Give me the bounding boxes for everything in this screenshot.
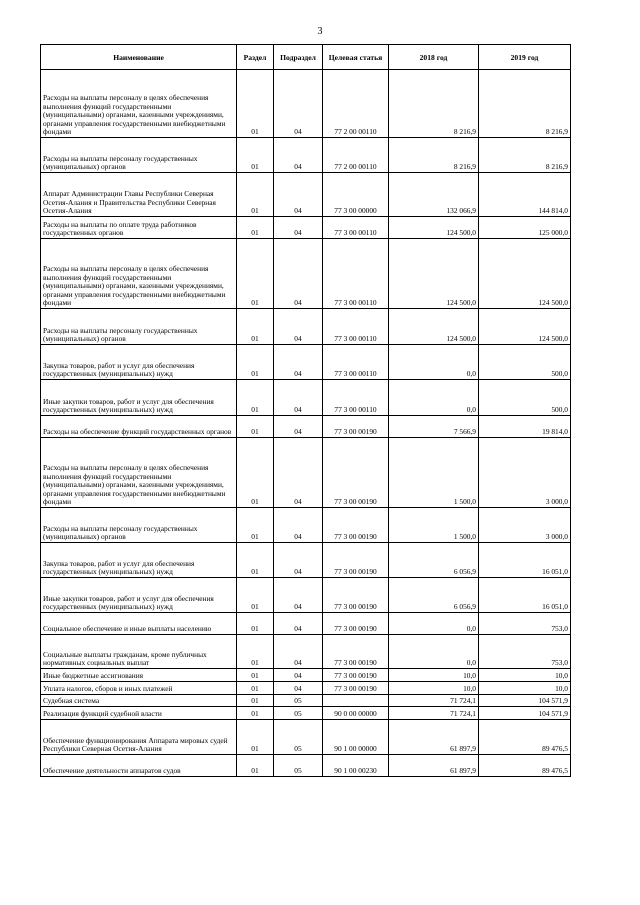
row-target: 77 2 00 00110 [323, 70, 389, 138]
row-2019-value: 124 500,0 [479, 309, 571, 345]
row-section: 01 [237, 380, 274, 416]
row-section: 01 [237, 345, 274, 380]
row-section: 01 [237, 682, 274, 695]
row-section: 01 [237, 138, 274, 173]
row-section: 01 [237, 720, 274, 755]
header-name: Наименование [41, 45, 237, 70]
table-row [41, 380, 571, 416]
table-row [41, 543, 571, 578]
row-subsection: 05 [274, 720, 323, 755]
table-row [41, 707, 571, 720]
row-2018-value: 124 500,0 [389, 217, 479, 239]
row-target: 90 0 00 00000 [323, 707, 389, 720]
header-subsection: Подраздел [274, 45, 323, 70]
row-subsection: 04 [274, 508, 323, 543]
row-target: 77 3 00 00190 [323, 613, 389, 635]
row-2018-value: 10,0 [389, 682, 479, 695]
row-section: 01 [237, 239, 274, 309]
row-target: 77 3 00 00110 [323, 380, 389, 416]
table-row [41, 635, 571, 669]
row-section: 01 [237, 635, 274, 669]
row-2019-value: 10,0 [479, 669, 571, 682]
row-target: 77 3 00 00190 [323, 578, 389, 613]
row-2018-value: 124 500,0 [389, 309, 479, 345]
row-name: Расходы на обеспечение функций государственных органов [41, 416, 237, 438]
table-row [41, 438, 571, 508]
row-target: 77 3 00 00190 [323, 543, 389, 578]
table-row [41, 755, 571, 777]
table-row [41, 217, 571, 239]
row-subsection: 04 [274, 543, 323, 578]
row-subsection: 04 [274, 309, 323, 345]
row-section: 01 [237, 508, 274, 543]
row-subsection: 05 [274, 695, 323, 707]
row-2019-value: 753,0 [479, 613, 571, 635]
row-section: 01 [237, 416, 274, 438]
row-2019-value: 8 216,9 [479, 70, 571, 138]
row-name: Закупка товаров, работ и услуг для обеспечения государственных (муниципальных) нужд [41, 543, 237, 578]
row-2018-value: 71 724,1 [389, 695, 479, 707]
row-target: 90 1 00 00230 [323, 755, 389, 777]
row-section: 01 [237, 173, 274, 217]
row-2019-value: 124 500,0 [479, 239, 571, 309]
row-name: Иные закупки товаров, работ и услуг для обеспечения государственных (муниципальных) нужд [41, 578, 237, 613]
table-header-row [41, 45, 571, 70]
row-2019-value: 16 051,0 [479, 578, 571, 613]
row-2018-value: 61 897,9 [389, 755, 479, 777]
row-2018-value: 61 897,9 [389, 720, 479, 755]
table-row [41, 578, 571, 613]
row-section: 01 [237, 578, 274, 613]
row-name: Социальное обеспечение и иные выплаты населению [41, 613, 237, 635]
row-target: 77 3 00 00110 [323, 217, 389, 239]
page-number: 3 [317, 26, 323, 37]
row-target: 77 3 00 00110 [323, 309, 389, 345]
row-2019-value: 753,0 [479, 635, 571, 669]
header-2018: 2018 год [389, 45, 479, 70]
row-2018-value: 8 216,9 [389, 70, 479, 138]
row-2019-value: 500,0 [479, 345, 571, 380]
row-2019-value: 104 571,9 [479, 707, 571, 720]
row-2019-value: 16 051,0 [479, 543, 571, 578]
row-section: 01 [237, 707, 274, 720]
row-2018-value: 1 500,0 [389, 508, 479, 543]
row-subsection: 04 [274, 138, 323, 173]
row-2019-value: 125 000,0 [479, 217, 571, 239]
row-subsection: 04 [274, 239, 323, 309]
row-name: Расходы на выплаты персоналу в целях обеспечения выполнения функций государственными (муниципальными) органами, казенными учреждениями, органами управления государственными внебюджетными фондами [41, 239, 237, 309]
row-section: 01 [237, 755, 274, 777]
table-row [41, 138, 571, 173]
row-2019-value: 89 476,5 [479, 720, 571, 755]
row-subsection: 04 [274, 682, 323, 695]
header-section: Раздел [237, 45, 274, 70]
row-2018-value: 71 724,1 [389, 707, 479, 720]
row-subsection: 04 [274, 669, 323, 682]
row-name: Иные закупки товаров, работ и услуг для обеспечения государственных (муниципальных) нужд [41, 380, 237, 416]
row-2018-value: 10,0 [389, 669, 479, 682]
row-2018-value: 1 500,0 [389, 438, 479, 508]
row-2018-value: 124 500,0 [389, 239, 479, 309]
row-name: Закупка товаров, работ и услуг для обеспечения государственных (муниципальных) нужд [41, 345, 237, 380]
table-row [41, 239, 571, 309]
row-2018-value: 132 066,9 [389, 173, 479, 217]
row-name: Обеспечение деятельности аппаратов судов [41, 755, 237, 777]
row-target: 77 3 00 00190 [323, 508, 389, 543]
table-row [41, 309, 571, 345]
row-name: Обеспечение функционирования Аппарата мировых судей Республики Северная Осетия-Алания [41, 720, 237, 755]
row-target: 77 3 00 00190 [323, 635, 389, 669]
table-row [41, 70, 571, 138]
row-name: Расходы на выплаты персоналу государственных (муниципальных) органов [41, 508, 237, 543]
row-2018-value: 7 566,9 [389, 416, 479, 438]
row-target: 77 3 00 00190 [323, 438, 389, 508]
row-subsection: 04 [274, 70, 323, 138]
row-section: 01 [237, 438, 274, 508]
row-2019-value: 8 216,9 [479, 138, 571, 173]
row-section: 01 [237, 70, 274, 138]
row-subsection: 04 [274, 438, 323, 508]
row-name: Социальные выплаты гражданам, кроме публичных нормативных социальных выплат [41, 635, 237, 669]
row-2018-value: 0,0 [389, 613, 479, 635]
table-row [41, 173, 571, 217]
row-target: 77 3 00 00110 [323, 345, 389, 380]
row-2019-value: 89 476,5 [479, 755, 571, 777]
row-name: Уплата налогов, сборов и иных платежей [41, 682, 237, 695]
header-2019: 2019 год [479, 45, 571, 70]
row-section: 01 [237, 217, 274, 239]
row-subsection: 05 [274, 707, 323, 720]
row-name: Судебная система [41, 695, 237, 707]
row-2018-value: 0,0 [389, 380, 479, 416]
row-2019-value: 104 571,9 [479, 695, 571, 707]
row-target: 90 1 00 00000 [323, 720, 389, 755]
row-name: Расходы на выплаты персоналу в целях обеспечения выполнения функций государственными (муниципальными) органами, казенными учреждениями, органами управления государственными внебюджетными фондами [41, 438, 237, 508]
row-subsection: 04 [274, 380, 323, 416]
row-2019-value: 3 000,0 [479, 508, 571, 543]
row-target: 77 3 00 00000 [323, 173, 389, 217]
table-row [41, 508, 571, 543]
row-name: Реализация функций судебной власти [41, 707, 237, 720]
row-target: 77 2 00 00110 [323, 138, 389, 173]
table-row [41, 682, 571, 695]
row-name: Расходы на выплаты персоналу в целях обеспечения выполнения функций государственными (муниципальными) органами, казенными учреждениями, органами управления государственными внебюджетными фондами [41, 70, 237, 138]
row-subsection: 04 [274, 613, 323, 635]
row-name: Расходы на выплаты персоналу государственных (муниципальных) органов [41, 309, 237, 345]
row-name: Аппарат Администрации Главы Республики Северная Осетия-Алания и Правительства Республики Северная Осетия-Алания [41, 173, 237, 217]
row-2019-value: 500,0 [479, 380, 571, 416]
row-section: 01 [237, 613, 274, 635]
row-2018-value: 0,0 [389, 635, 479, 669]
row-section: 01 [237, 695, 274, 707]
table-row [41, 416, 571, 438]
row-2019-value: 3 000,0 [479, 438, 571, 508]
row-2019-value: 144 814,0 [479, 173, 571, 217]
row-section: 01 [237, 543, 274, 578]
row-target: 77 3 00 00110 [323, 239, 389, 309]
row-subsection: 04 [274, 416, 323, 438]
row-2018-value: 0,0 [389, 345, 479, 380]
row-subsection: 04 [274, 635, 323, 669]
row-target: 77 3 00 00190 [323, 669, 389, 682]
row-name: Иные бюджетные ассигнования [41, 669, 237, 682]
row-target: 77 3 00 00190 [323, 682, 389, 695]
table-row [41, 345, 571, 380]
table-row [41, 669, 571, 682]
row-subsection: 04 [274, 345, 323, 380]
row-2018-value: 6 056,9 [389, 543, 479, 578]
row-subsection: 04 [274, 217, 323, 239]
row-target [323, 695, 389, 707]
row-2019-value: 10,0 [479, 682, 571, 695]
header-target: Целевая статья [323, 45, 389, 70]
row-subsection: 04 [274, 173, 323, 217]
row-2019-value: 19 814,0 [479, 416, 571, 438]
table-row [41, 613, 571, 635]
row-2018-value: 6 056,9 [389, 578, 479, 613]
row-2018-value: 8 216,9 [389, 138, 479, 173]
table-row [41, 720, 571, 755]
row-name: Расходы на выплаты персоналу государственных (муниципальных) органов [41, 138, 237, 173]
table-row [41, 695, 571, 707]
row-section: 01 [237, 309, 274, 345]
budget-table [40, 44, 571, 777]
row-name: Расходы на выплаты по оплате труда работников государственных органов [41, 217, 237, 239]
row-subsection: 05 [274, 755, 323, 777]
row-section: 01 [237, 669, 274, 682]
row-subsection: 04 [274, 578, 323, 613]
row-target: 77 3 00 00190 [323, 416, 389, 438]
